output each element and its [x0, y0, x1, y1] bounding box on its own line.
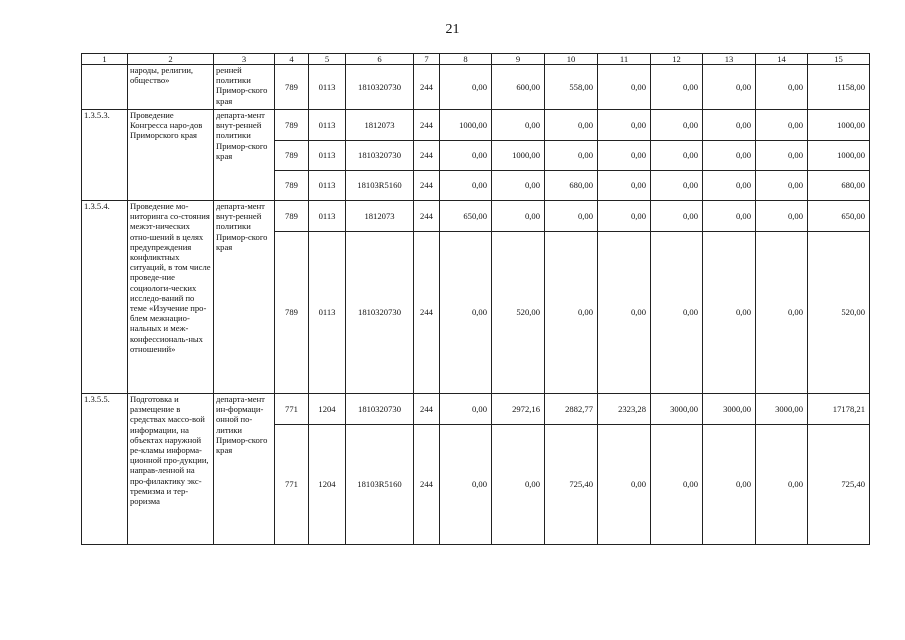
table-cell: 1000,00: [808, 141, 870, 171]
table-cell: 0,00: [756, 110, 808, 141]
table-cell: 0,00: [756, 232, 808, 394]
table-cell: 1000,00: [808, 110, 870, 141]
table-cell: 0,00: [492, 425, 545, 545]
table-cell: 244: [414, 110, 440, 141]
table-cell: 789: [275, 201, 309, 232]
page-number: 21: [445, 22, 460, 37]
table-cell: 244: [414, 65, 440, 110]
column-header: 1: [82, 54, 128, 65]
table-cell: 17178,21: [808, 394, 870, 425]
section-code: 1.3.5.3.: [82, 110, 128, 201]
table-cell: 0,00: [545, 110, 598, 141]
column-header: 7: [414, 54, 440, 65]
table-cell: 0,00: [703, 232, 756, 394]
table-cell: 244: [414, 232, 440, 394]
table-cell: 0,00: [440, 65, 492, 110]
table-row: [82, 201, 870, 232]
table-cell: 1158,00: [808, 65, 870, 110]
table-cell: 0,00: [651, 425, 703, 545]
section-code: 1.3.5.4.: [82, 201, 128, 394]
table-cell: 244: [414, 425, 440, 545]
column-header: 13: [703, 54, 756, 65]
table-cell: 789: [275, 65, 309, 110]
table-cell: 0,00: [598, 65, 651, 110]
responsible-department: департа-мент внут-ренней политики Примор-ского края: [214, 201, 275, 394]
table-cell: 0,00: [545, 232, 598, 394]
column-number-row: [82, 54, 870, 65]
table-cell: 0,00: [440, 394, 492, 425]
table-cell: 0,00: [703, 201, 756, 232]
table-cell: 0,00: [651, 171, 703, 201]
section-code: 1.3.5.5.: [82, 394, 128, 545]
table-cell: 0113: [309, 232, 346, 394]
table-cell: 789: [275, 232, 309, 394]
column-header: 8: [440, 54, 492, 65]
table-cell: 0,00: [703, 65, 756, 110]
table-cell: 1000,00: [492, 141, 545, 171]
table-cell: 0,00: [598, 141, 651, 171]
table-cell: 0113: [309, 65, 346, 110]
table-cell: 0,00: [756, 201, 808, 232]
table-cell: 600,00: [492, 65, 545, 110]
table-cell: 244: [414, 201, 440, 232]
table-cell: 0,00: [651, 65, 703, 110]
column-header: 4: [275, 54, 309, 65]
table-cell: 680,00: [808, 171, 870, 201]
table-cell: 0,00: [756, 171, 808, 201]
table-cell: 789: [275, 171, 309, 201]
table-row: [82, 65, 870, 110]
table-cell: 0,00: [440, 425, 492, 545]
table-cell: 0,00: [492, 201, 545, 232]
table-cell: 0,00: [598, 425, 651, 545]
table-cell: 0113: [309, 110, 346, 141]
table-cell: 0,00: [756, 65, 808, 110]
column-header: 11: [598, 54, 651, 65]
table-cell: 0,00: [703, 110, 756, 141]
table-cell: 0,00: [598, 232, 651, 394]
section-name: Подготовка и размещение в средствах массо-вой информации, на объектах наружной ре-кламы информа-ционной про-дукции, направ-ленной на про-филактику экс-тремизма и тер-роризма: [128, 394, 214, 545]
table-cell: 0,00: [651, 141, 703, 171]
budget-table: [81, 53, 870, 545]
responsible-department: департа-мент внут-ренней политики Примор-ского края: [214, 110, 275, 201]
table-cell: 0,00: [492, 110, 545, 141]
table-cell: 0,00: [440, 171, 492, 201]
table-cell: 0,00: [756, 425, 808, 545]
table-cell: 2972,16: [492, 394, 545, 425]
table-cell: 1204: [309, 425, 346, 545]
table-cell: 650,00: [440, 201, 492, 232]
responsible-department: департа-мент ин-формаци-онной по-литики Примор-ского края: [214, 394, 275, 545]
section-name: Проведение Конгресса наро-дов Приморского края: [128, 110, 214, 201]
table-cell: 0,00: [545, 201, 598, 232]
table-cell: 3000,00: [703, 394, 756, 425]
table-cell: 0113: [309, 201, 346, 232]
column-header: 12: [651, 54, 703, 65]
responsible-department: ренней политики Примор-ского края: [214, 65, 275, 110]
table-cell: 558,00: [545, 65, 598, 110]
column-header: 3: [214, 54, 275, 65]
table-cell: 18103R5160: [346, 171, 414, 201]
table-cell: 244: [414, 171, 440, 201]
table-cell: 0113: [309, 141, 346, 171]
table-cell: 18103R5160: [346, 425, 414, 545]
table-cell: 1810320730: [346, 232, 414, 394]
table-cell: 771: [275, 394, 309, 425]
table-cell: 0,00: [598, 171, 651, 201]
table-cell: 0,00: [440, 141, 492, 171]
table-cell: 520,00: [492, 232, 545, 394]
table-cell: 0,00: [651, 201, 703, 232]
table-cell: 0,00: [492, 171, 545, 201]
table-cell: 0,00: [756, 141, 808, 171]
table-cell: 0,00: [703, 141, 756, 171]
table-cell: 0,00: [651, 232, 703, 394]
column-header: 14: [756, 54, 808, 65]
section-code: [82, 65, 128, 110]
table-cell: 1810320730: [346, 394, 414, 425]
table-cell: 0,00: [440, 232, 492, 394]
table-cell: 0,00: [703, 171, 756, 201]
table-cell: 520,00: [808, 232, 870, 394]
column-header: 6: [346, 54, 414, 65]
column-header: 9: [492, 54, 545, 65]
section-name: народы, религии, общество»: [128, 65, 214, 110]
table-cell: 3000,00: [651, 394, 703, 425]
table-row: [82, 110, 870, 141]
table-body: [82, 65, 870, 545]
table-cell: 789: [275, 141, 309, 171]
table-cell: 0,00: [651, 110, 703, 141]
table-cell: 650,00: [808, 201, 870, 232]
table-cell: 0,00: [545, 141, 598, 171]
table-cell: 3000,00: [756, 394, 808, 425]
table-cell: 1204: [309, 394, 346, 425]
table-cell: 0,00: [598, 110, 651, 141]
table-cell: 1000,00: [440, 110, 492, 141]
table-cell: 1812073: [346, 110, 414, 141]
table-row: [82, 394, 870, 425]
table-cell: 1810320730: [346, 65, 414, 110]
column-header: 15: [808, 54, 870, 65]
table-cell: 789: [275, 110, 309, 141]
table-cell: 0113: [309, 171, 346, 201]
table-cell: 2323,28: [598, 394, 651, 425]
table-cell: 244: [414, 394, 440, 425]
table-cell: 1810320730: [346, 141, 414, 171]
column-header: 2: [128, 54, 214, 65]
table-cell: 2882,77: [545, 394, 598, 425]
table-cell: 0,00: [703, 425, 756, 545]
column-header: 10: [545, 54, 598, 65]
section-name: Проведение мо-ниторинга со-стояния межэт-нических отно-шений в целях предупреждения конфликтных ситуаций, в том числе проведе-ние социологи-ческих исследо-ваний по теме «Изучение про-блем межнацио-нальных и меж-конфессиональ-ных отношений»: [128, 201, 214, 394]
table-cell: 1812073: [346, 201, 414, 232]
table-cell: 725,40: [808, 425, 870, 545]
table-cell: 0,00: [598, 201, 651, 232]
table-cell: 725,40: [545, 425, 598, 545]
table-cell: 244: [414, 141, 440, 171]
table-cell: 680,00: [545, 171, 598, 201]
table-cell: 771: [275, 425, 309, 545]
column-header: 5: [309, 54, 346, 65]
